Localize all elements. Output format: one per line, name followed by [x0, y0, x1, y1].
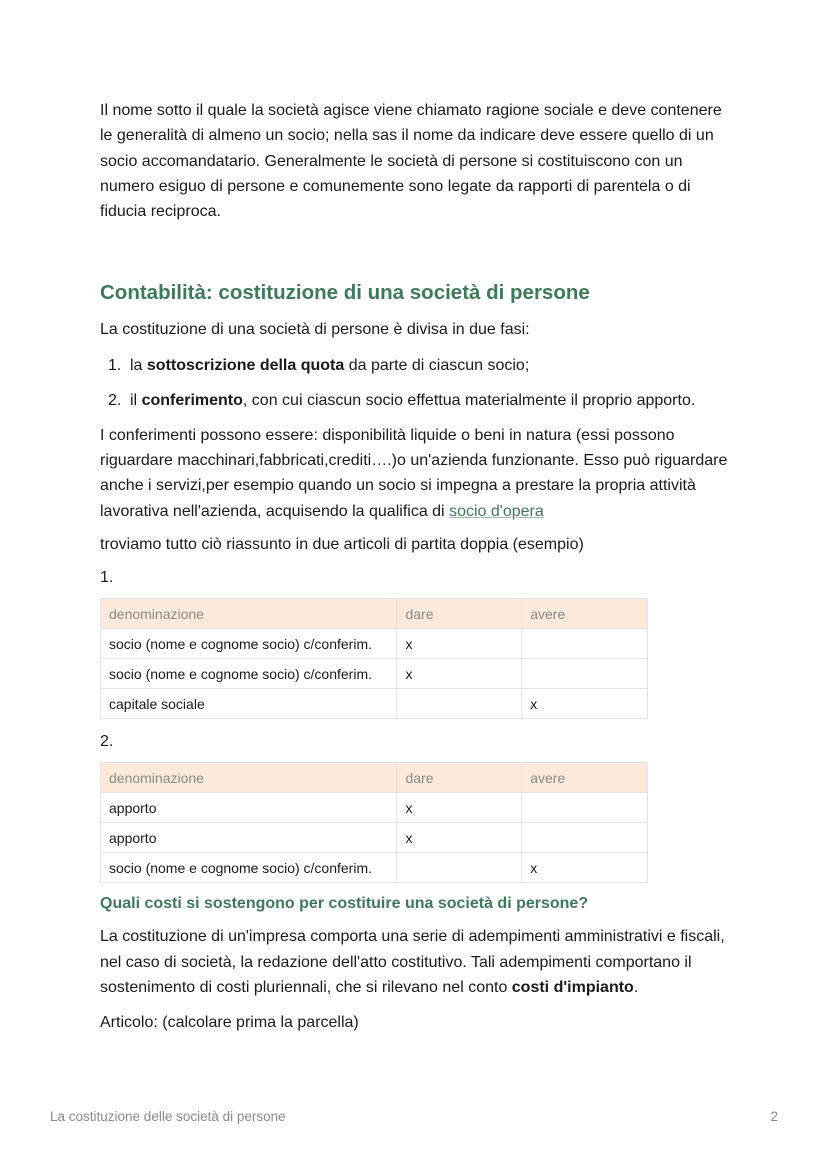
table-cell: capitale sociale	[101, 689, 397, 719]
costi-impianto-bold: costi d'impianto	[511, 978, 634, 996]
journal-table-1	[100, 598, 648, 719]
table-cell	[397, 853, 522, 883]
list-number: 2.	[108, 391, 122, 409]
list-item	[108, 353, 730, 378]
socio-opera-link[interactable]: socio d'opera	[449, 502, 544, 520]
list-item	[108, 388, 730, 413]
list-text: da parte di ciascun socio;	[344, 356, 530, 374]
table-cell: apporto	[101, 823, 397, 853]
costs-question-heading: Quali costi si sostengono per costituire una società di persone?	[100, 895, 589, 913]
table-header-row	[101, 599, 648, 629]
header-cell: dare	[397, 599, 522, 629]
list-text: , con cui ciascun socio effettua materialmente il proprio apporto.	[242, 391, 696, 409]
footer-title: La costituzione delle società di persone	[50, 1109, 286, 1124]
header-cell: denominazione	[101, 599, 397, 629]
table-cell: x	[397, 659, 522, 689]
table-cell: socio (nome e cognome socio) c/conferim.	[101, 659, 397, 689]
table-cell	[397, 689, 522, 719]
table-cell: x	[397, 793, 522, 823]
table-cell	[522, 629, 648, 659]
header-cell: avere	[522, 599, 648, 629]
conferimenti-paragraph	[100, 423, 730, 524]
table-row	[101, 659, 648, 689]
page-number: 2	[770, 1109, 778, 1124]
section-heading: Contabilità: costituzione di una società di persone	[100, 281, 590, 305]
table-cell: socio (nome e cognome socio) c/conferim.	[101, 629, 397, 659]
table-cell: x	[397, 823, 522, 853]
paragraph-text: .	[633, 978, 639, 996]
table-cell: socio (nome e cognome socio) c/conferim.	[101, 853, 397, 883]
table-row	[101, 853, 648, 883]
list-bold-text: conferimento	[141, 391, 243, 409]
paragraph-text: La costituzione di un'impresa comporta una serie di adempimenti amministrativi e fiscali, nel caso di società, la redazione dell'atto costitutivo. Tali adempimenti comportano il sostenimento di costi pluriennali, che si rilevano nel conto	[100, 928, 725, 996]
list-text: il	[130, 391, 142, 409]
list-bold-text: sottoscrizione della quota	[146, 356, 345, 374]
table-cell: x	[522, 689, 648, 719]
table1-label: 1.	[100, 569, 114, 587]
table-row	[101, 689, 648, 719]
header-cell: dare	[397, 763, 522, 793]
table-cell	[522, 823, 648, 853]
table-row	[101, 793, 648, 823]
table-cell	[522, 793, 648, 823]
document-page	[100, 98, 730, 1035]
troviamo-paragraph: troviamo tutto ciò riassunto in due articoli di partita doppia (esempio)	[100, 535, 584, 553]
paragraph-text: I conferimenti possono essere: disponibilità liquide o beni in natura (essi possono riguardare macchinari,fabbricati,crediti….)o un'azienda funzionante. Esso può riguardare anche i servizi,per esempio quando un socio si impegna a prestare la propria attività lavorativa nell'azienda, acquisendo la qualifica di	[100, 426, 728, 520]
table-cell: x	[522, 853, 648, 883]
table-cell: x	[397, 629, 522, 659]
list-number: 1.	[108, 356, 122, 374]
costs-paragraph	[100, 924, 730, 1000]
table2-label: 2.	[100, 733, 114, 751]
phases-list	[100, 353, 730, 413]
intro-paragraph: Il nome sotto il quale la società agisce viene chiamato ragione sociale e deve contenere le generalità di almeno un socio; nella sas il nome da indicare deve essere quello di un socio accomandatario. Generalmente le società di persone si costituiscono con un numero esiguo di persone e comunemente sono legate da rapporti di parentela o di fiducia reciproca.	[100, 102, 722, 221]
table-cell: apporto	[101, 793, 397, 823]
table-row	[101, 823, 648, 853]
table-cell	[522, 659, 648, 689]
header-cell: denominazione	[101, 763, 397, 793]
list-text: la	[130, 356, 147, 374]
table-header-row	[101, 763, 648, 793]
phases-intro: La costituzione di una società di persone è divisa in due fasi:	[100, 321, 530, 339]
table-row	[101, 629, 648, 659]
header-cell: avere	[522, 763, 648, 793]
articolo-paragraph: Articolo: (calcolare prima la parcella)	[100, 1014, 359, 1032]
journal-table-2	[100, 762, 648, 883]
